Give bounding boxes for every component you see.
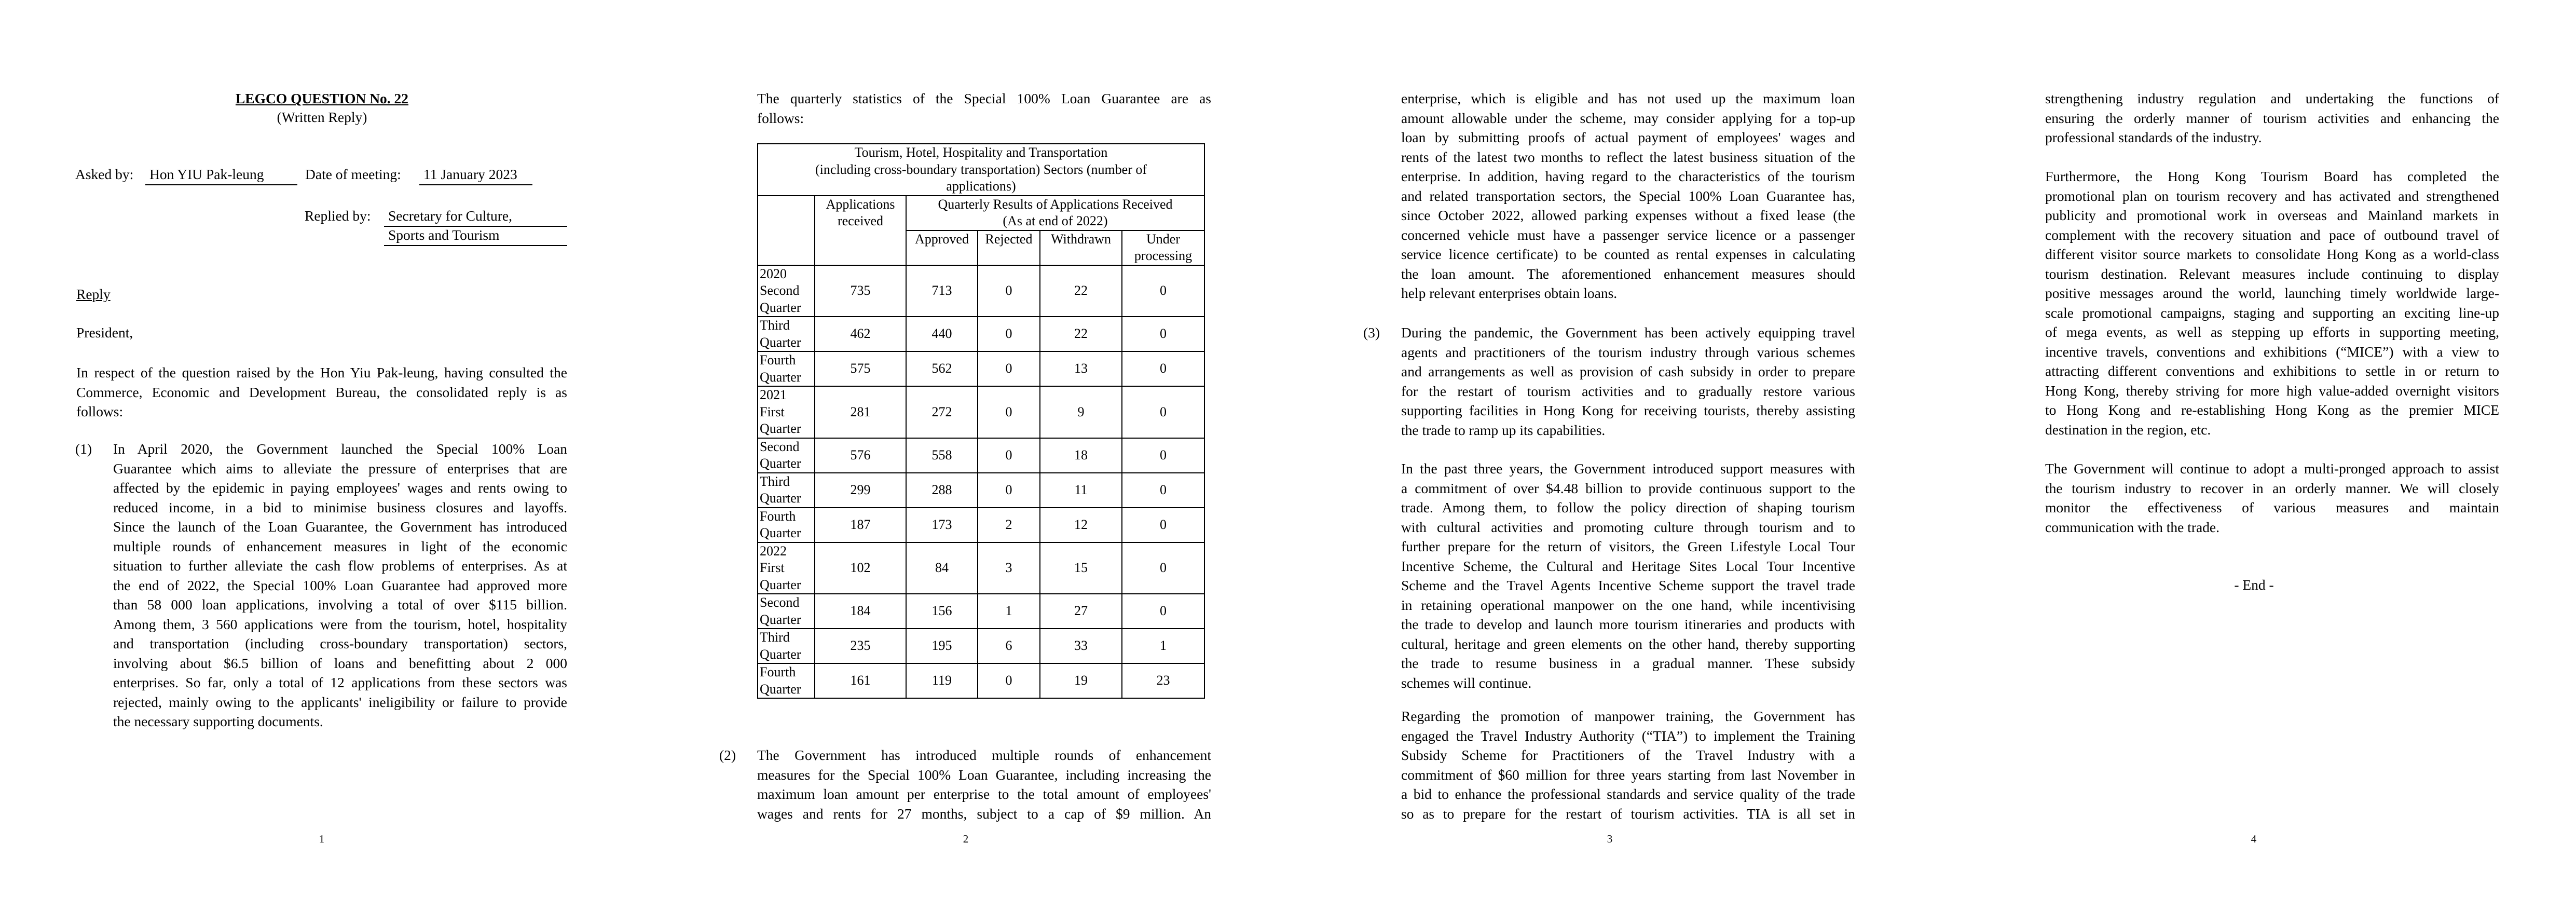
received-cell: 576 bbox=[815, 438, 906, 473]
text-line: Among them, 3 560 applications were from the tourism, hotel, hospitality bbox=[113, 616, 567, 632]
approved-cell: 84 bbox=[906, 542, 978, 594]
text-line: The Government has introduced multiple rounds of enhancement bbox=[757, 747, 1211, 763]
text-line: Guarantee which aims to alleviate the pressure of enterprises that are bbox=[113, 460, 567, 477]
received-cell: 235 bbox=[815, 629, 906, 663]
text-line: service licence certificate) to be counted as rental expenses in calculating bbox=[1401, 246, 1855, 262]
rejected-cell: 0 bbox=[978, 663, 1040, 698]
text-line: rents of the latest two months to reflect the latest business situation of the bbox=[1401, 148, 1855, 165]
table-row bbox=[758, 473, 1204, 508]
approved-cell: 156 bbox=[906, 594, 978, 629]
quarter-cell: Fourth Quarter bbox=[758, 508, 815, 542]
quarter-cell: Second Quarter bbox=[758, 438, 815, 473]
withdrawn-cell: 11 bbox=[1040, 473, 1122, 508]
text-line: monitor the effectiveness of various measures and maintain bbox=[2045, 499, 2499, 515]
table-row bbox=[758, 265, 1204, 317]
table-header-withdrawn: Withdrawn bbox=[1040, 230, 1122, 265]
table-row bbox=[758, 663, 1204, 698]
meeting-date-value: 11 January 2023 bbox=[419, 165, 532, 185]
page-number: 4 bbox=[2251, 833, 2257, 845]
rejected-cell: 0 bbox=[978, 351, 1040, 386]
text-line: since October 2022, allowed parking expenses without a fixed lease (the bbox=[1401, 207, 1855, 223]
page-1 bbox=[0, 0, 644, 911]
loan-guarantee-statistics-table bbox=[757, 143, 1205, 699]
text-line: The Government will continue to adopt a multi-pronged approach to assist bbox=[2045, 460, 2499, 477]
text-line: scale promotional campaigns, staging and supporting an exciting line-up bbox=[2045, 304, 2499, 321]
table-row bbox=[758, 594, 1204, 629]
under-processing-cell: 0 bbox=[1122, 386, 1204, 438]
table-row bbox=[758, 629, 1204, 663]
salutation: President, bbox=[76, 324, 133, 341]
approved-cell: 713 bbox=[906, 265, 978, 317]
text-line: In the past three years, the Government introduced support measures with bbox=[1401, 460, 1855, 477]
text-line: enterprise, which is eligible and has not used up the maximum loan bbox=[1401, 90, 1855, 106]
table-header-quarterly-results: Quarterly Results of Applications Received (As at end of 2022) bbox=[906, 196, 1204, 230]
text-line: the loan amount. The aforementioned enhancement measures should bbox=[1401, 265, 1855, 282]
approved-cell: 440 bbox=[906, 317, 978, 351]
text-line: schemes will continue. bbox=[1401, 674, 1532, 691]
rejected-cell: 6 bbox=[978, 629, 1040, 663]
withdrawn-cell: 9 bbox=[1040, 386, 1122, 438]
table-body bbox=[758, 265, 1204, 699]
text-line: commitment of $60 million for three years starting from last November in bbox=[1401, 766, 1855, 783]
approved-cell: 562 bbox=[906, 351, 978, 386]
end-marker: - End - bbox=[2234, 577, 2274, 593]
replied-by-value-line1: Secretary for Culture, bbox=[384, 206, 567, 227]
table-row bbox=[758, 351, 1204, 386]
table-header-approved: Approved bbox=[906, 230, 978, 265]
support-measures-paragraph bbox=[1401, 459, 1855, 692]
replied-by-value-line2: Sports and Tourism bbox=[384, 225, 567, 246]
text-line: Furthermore, the Hong Kong Tourism Board has completed the bbox=[2045, 168, 2499, 184]
text-line: for the restart of tourism activities and to gradually restore various bbox=[1401, 383, 1855, 399]
rejected-cell: 0 bbox=[978, 473, 1040, 508]
text-line: Since the launch of the Loan Guarantee, the Government has introduced bbox=[113, 519, 567, 535]
intro-paragraph bbox=[76, 363, 567, 421]
text-line: attracting different conventions and exhibitions to settle in or return to bbox=[2045, 363, 2499, 379]
text-line: follows: bbox=[757, 110, 804, 126]
text-line: Incentive Scheme, the Cultural and Heritage Sites Local Tour Incentive bbox=[1401, 558, 1855, 574]
text-line: cultural, heritage and green elements on the other hand, thereby supporting bbox=[1401, 635, 1855, 652]
text-line: different visitor source markets to consolidate Hong Kong as a world-class bbox=[2045, 246, 2499, 262]
item-3-continued bbox=[2045, 89, 2499, 147]
asked-by-value: Hon YIU Pak-leung bbox=[145, 165, 297, 185]
text-line: the end of 2022, the Special 100% Loan Guarantee had approved more bbox=[113, 577, 567, 593]
text-line: in retaining operational manpower on the one hand, while incentivising bbox=[1401, 596, 1855, 613]
text-line: to Hong Kong and re-establishing Hong Kong as the premier MICE bbox=[2045, 402, 2499, 418]
table-header-under-processing: Under processing bbox=[1122, 230, 1204, 265]
table-header-quarter bbox=[758, 196, 815, 265]
text-line: a commitment of over $4.48 billion to provide continuous support to the bbox=[1401, 480, 1855, 496]
question-subtitle: (Written Reply) bbox=[277, 109, 367, 125]
text-line: measures for the Special 100% Loan Guarantee, including increasing the bbox=[757, 766, 1211, 783]
table-header-applications-received: Applications received bbox=[815, 196, 906, 265]
received-cell: 575 bbox=[815, 351, 906, 386]
quarter-cell: 2022 First Quarter bbox=[758, 542, 815, 594]
quarter-cell: Third Quarter bbox=[758, 473, 815, 508]
text-line: tourism destination. Relevant measures include continuing to display bbox=[2045, 265, 2499, 282]
quarter-cell: Third Quarter bbox=[758, 629, 815, 663]
item-1-number: (1) bbox=[75, 441, 92, 457]
withdrawn-cell: 33 bbox=[1040, 629, 1122, 663]
under-processing-cell: 0 bbox=[1122, 317, 1204, 351]
item-2-paragraph bbox=[757, 745, 1211, 823]
text-line: agents and practitioners of the tourism industry through various schemes bbox=[1401, 344, 1855, 360]
item-3-paragraph bbox=[1401, 323, 1855, 440]
text-line: the trade to develop and launch more tourism itineraries and products with bbox=[1401, 616, 1855, 632]
text-line: promotional plan on tourism recovery and has activated and strengthened bbox=[2045, 187, 2499, 204]
text-line: wages and rents for 27 months, subject to a cap of $9 million. An bbox=[757, 805, 1211, 822]
text-line: and related transportation sectors, the Special 100% Loan Guarantee has, bbox=[1401, 187, 1855, 204]
under-processing-cell: 0 bbox=[1122, 508, 1204, 542]
text-line: and transportation (including cross-boundary transportation) sectors, bbox=[113, 635, 567, 651]
text-line: Regarding the promotion of manpower training, the Government has bbox=[1401, 708, 1855, 724]
text-line: situation to further alleviate the cash flow problems of enterprises. As at bbox=[113, 558, 567, 574]
text-line: involving about $6.5 billion of loans and benefitting about 2 000 bbox=[113, 655, 567, 671]
text-line: Subsidy Scheme for Practitioners of the Travel Industry with a bbox=[1401, 747, 1855, 763]
approved-cell: 288 bbox=[906, 473, 978, 508]
text-line: In respect of the question raised by the Hon Yiu Pak-leung, having consulted the bbox=[76, 364, 567, 380]
withdrawn-cell: 27 bbox=[1040, 594, 1122, 629]
text-line: trade. Among them, to follow the policy direction of shaping tourism bbox=[1401, 499, 1855, 515]
text-line: so as to prepare for the restart of tourism activities. TIA is all set in bbox=[1401, 805, 1855, 822]
under-processing-cell: 0 bbox=[1122, 351, 1204, 386]
page-4 bbox=[1932, 0, 2576, 911]
text-line: multiple rounds of enhancement measures in light of the economic bbox=[113, 538, 567, 554]
approved-cell: 272 bbox=[906, 386, 978, 438]
text-line: strengthening industry regulation and undertaking the functions of bbox=[2045, 90, 2499, 106]
tourism-board-paragraph bbox=[2045, 167, 2499, 439]
rejected-cell: 2 bbox=[978, 508, 1040, 542]
rejected-cell: 1 bbox=[978, 594, 1040, 629]
text-line: further prepare for the return of visitors, the Green Lifestyle Local Tour bbox=[1401, 538, 1855, 554]
text-line: Hong Kong, thereby striving for more high value-added overnight visitors bbox=[2045, 382, 2499, 399]
under-processing-cell: 0 bbox=[1122, 542, 1204, 594]
rejected-cell: 0 bbox=[978, 317, 1040, 351]
text-line: In April 2020, the Government launched the Special 100% Loan bbox=[113, 441, 567, 457]
meeting-date-label: Date of meeting: bbox=[305, 166, 401, 182]
approved-cell: 119 bbox=[906, 663, 978, 698]
quarter-cell: 2021 First Quarter bbox=[758, 386, 815, 438]
text-line: professional standards of the industry. bbox=[2045, 129, 2262, 145]
withdrawn-cell: 18 bbox=[1040, 438, 1122, 473]
asked-by-label: Asked by: bbox=[75, 166, 134, 182]
rejected-cell: 3 bbox=[978, 542, 1040, 594]
replied-by-label: Replied by: bbox=[305, 208, 371, 224]
quarter-cell: 2020 Second Quarter bbox=[758, 265, 815, 317]
text-line: The quarterly statistics of the Special 100% Loan Guarantee are as bbox=[757, 90, 1211, 106]
text-line: communication with the trade. bbox=[2045, 519, 2220, 535]
text-line: the trade to ramp up its capabilities. bbox=[1401, 421, 1606, 438]
text-line: follows: bbox=[76, 403, 124, 419]
text-line: During the pandemic, the Government has been actively equipping travel bbox=[1401, 324, 1855, 341]
text-line: ensuring the orderly manner of tourism activities and enhancing the bbox=[2045, 110, 2499, 126]
text-line: engaged the Travel Industry Authority (“TIA”) to implement the Training bbox=[1401, 727, 1855, 744]
rejected-cell: 0 bbox=[978, 386, 1040, 438]
approved-cell: 195 bbox=[906, 629, 978, 663]
received-cell: 102 bbox=[815, 542, 906, 594]
under-processing-cell: 0 bbox=[1122, 594, 1204, 629]
text-line: than 58 000 loan applications, involving a total of over $115 billion. bbox=[113, 596, 567, 613]
page-number: 2 bbox=[963, 833, 969, 845]
text-line: enterprise. In addition, having regard to the characteristics of the tourism bbox=[1401, 168, 1855, 184]
text-line: rejected, mainly owing to the applicants' ineligibility or failure to provide bbox=[113, 694, 567, 710]
text-line: destination in the region, etc. bbox=[2045, 421, 2211, 438]
text-line: reduced income, in a bid to minimise business closures and layoffs. bbox=[113, 499, 567, 515]
approved-cell: 558 bbox=[906, 438, 978, 473]
withdrawn-cell: 19 bbox=[1040, 663, 1122, 698]
page-2 bbox=[644, 0, 1288, 911]
received-cell: 184 bbox=[815, 594, 906, 629]
withdrawn-cell: 22 bbox=[1040, 265, 1122, 317]
table-caption: Tourism, Hotel, Hospitality and Transportation (including cross-boundary transportation) Sectors (number of applications) bbox=[758, 144, 1204, 196]
withdrawn-cell: 13 bbox=[1040, 351, 1122, 386]
closing-paragraph bbox=[2045, 459, 2499, 537]
table-row bbox=[758, 438, 1204, 473]
text-line: complement with the recovery situation and pace of outbound travel of bbox=[2045, 226, 2499, 243]
under-processing-cell: 0 bbox=[1122, 438, 1204, 473]
text-line: incentive travels, conventions and exhibitions (“MICE”) with a view to bbox=[2045, 343, 2499, 360]
received-cell: 735 bbox=[815, 265, 906, 317]
text-line: amount allowable under the scheme, may consider applying for a top-up bbox=[1401, 110, 1855, 126]
text-line: a bid to enhance the professional standards and service quality of the trade bbox=[1401, 786, 1855, 802]
item-3-number: (3) bbox=[1363, 324, 1380, 341]
quarter-cell: Fourth Quarter bbox=[758, 663, 815, 698]
text-line: with cultural activities and promoting culture through tourism and to bbox=[1401, 519, 1855, 535]
under-processing-cell: 1 bbox=[1122, 629, 1204, 663]
received-cell: 161 bbox=[815, 663, 906, 698]
under-processing-cell: 0 bbox=[1122, 265, 1204, 317]
text-line: help relevant enterprises obtain loans. bbox=[1401, 285, 1618, 301]
text-line: affected by the epidemic in paying employees' wages and rents owing to bbox=[113, 480, 567, 496]
quarter-cell: Second Quarter bbox=[758, 594, 815, 629]
text-line: of mega events, as well as stepping up efforts in supporting meeting, bbox=[2045, 324, 2499, 340]
text-line: the necessary supporting documents. bbox=[113, 713, 323, 729]
table-row bbox=[758, 317, 1204, 351]
text-line: the trade to resume business in a gradual manner. These subsidy bbox=[1401, 655, 1855, 671]
withdrawn-cell: 15 bbox=[1040, 542, 1122, 594]
under-processing-cell: 23 bbox=[1122, 663, 1204, 698]
text-line: supporting facilities in Hong Kong for receiving tourists, thereby assisting bbox=[1401, 402, 1855, 418]
text-line: concerned vehicle must have a passenger service licence or a passenger bbox=[1401, 226, 1855, 243]
item-2-continued bbox=[1401, 89, 1855, 303]
quarter-cell: Fourth Quarter bbox=[758, 351, 815, 386]
text-line: enterprises. So far, only a total of 12 applications from these sectors was bbox=[113, 674, 567, 690]
page-number: 3 bbox=[1607, 833, 1613, 845]
stats-intro bbox=[757, 89, 1211, 128]
received-cell: 462 bbox=[815, 317, 906, 351]
received-cell: 299 bbox=[815, 473, 906, 508]
text-line: maximum loan amount per enterprise to the total amount of employees' bbox=[757, 786, 1211, 802]
question-title: LEGCO QUESTION No. 22 bbox=[235, 90, 409, 106]
quarter-cell: Third Quarter bbox=[758, 317, 815, 351]
table-row bbox=[758, 542, 1204, 594]
text-line: loan by submitting proofs of actual payment of employees' wages and bbox=[1401, 129, 1855, 145]
rejected-cell: 0 bbox=[978, 265, 1040, 317]
item-1-paragraph bbox=[113, 439, 567, 731]
table-header-rejected: Rejected bbox=[978, 230, 1040, 265]
table-row bbox=[758, 508, 1204, 542]
text-line: and arrangements as well as provision of cash subsidy in order to prepare bbox=[1401, 363, 1855, 379]
reply-heading: Reply bbox=[76, 286, 111, 302]
withdrawn-cell: 12 bbox=[1040, 508, 1122, 542]
received-cell: 281 bbox=[815, 386, 906, 438]
rejected-cell: 0 bbox=[978, 438, 1040, 473]
text-line: positive messages around the world, launching timely worldwide large- bbox=[2045, 285, 2499, 301]
item-2-number: (2) bbox=[719, 747, 736, 763]
table-row bbox=[758, 386, 1204, 438]
received-cell: 187 bbox=[815, 508, 906, 542]
text-line: Scheme and the Travel Agents Incentive Scheme support the travel trade bbox=[1401, 577, 1855, 593]
text-line: Commerce, Economic and Development Bureau, the consolidated reply is as bbox=[76, 384, 567, 400]
text-line: publicity and promotional work in overseas and Mainland markets in bbox=[2045, 207, 2499, 223]
text-line: the tourism industry to recover in an orderly manner. We will closely bbox=[2045, 480, 2499, 496]
page-number: 1 bbox=[319, 833, 325, 845]
manpower-training-paragraph bbox=[1401, 706, 1855, 823]
withdrawn-cell: 22 bbox=[1040, 317, 1122, 351]
approved-cell: 173 bbox=[906, 508, 978, 542]
under-processing-cell: 0 bbox=[1122, 473, 1204, 508]
page-3 bbox=[1288, 0, 1932, 911]
